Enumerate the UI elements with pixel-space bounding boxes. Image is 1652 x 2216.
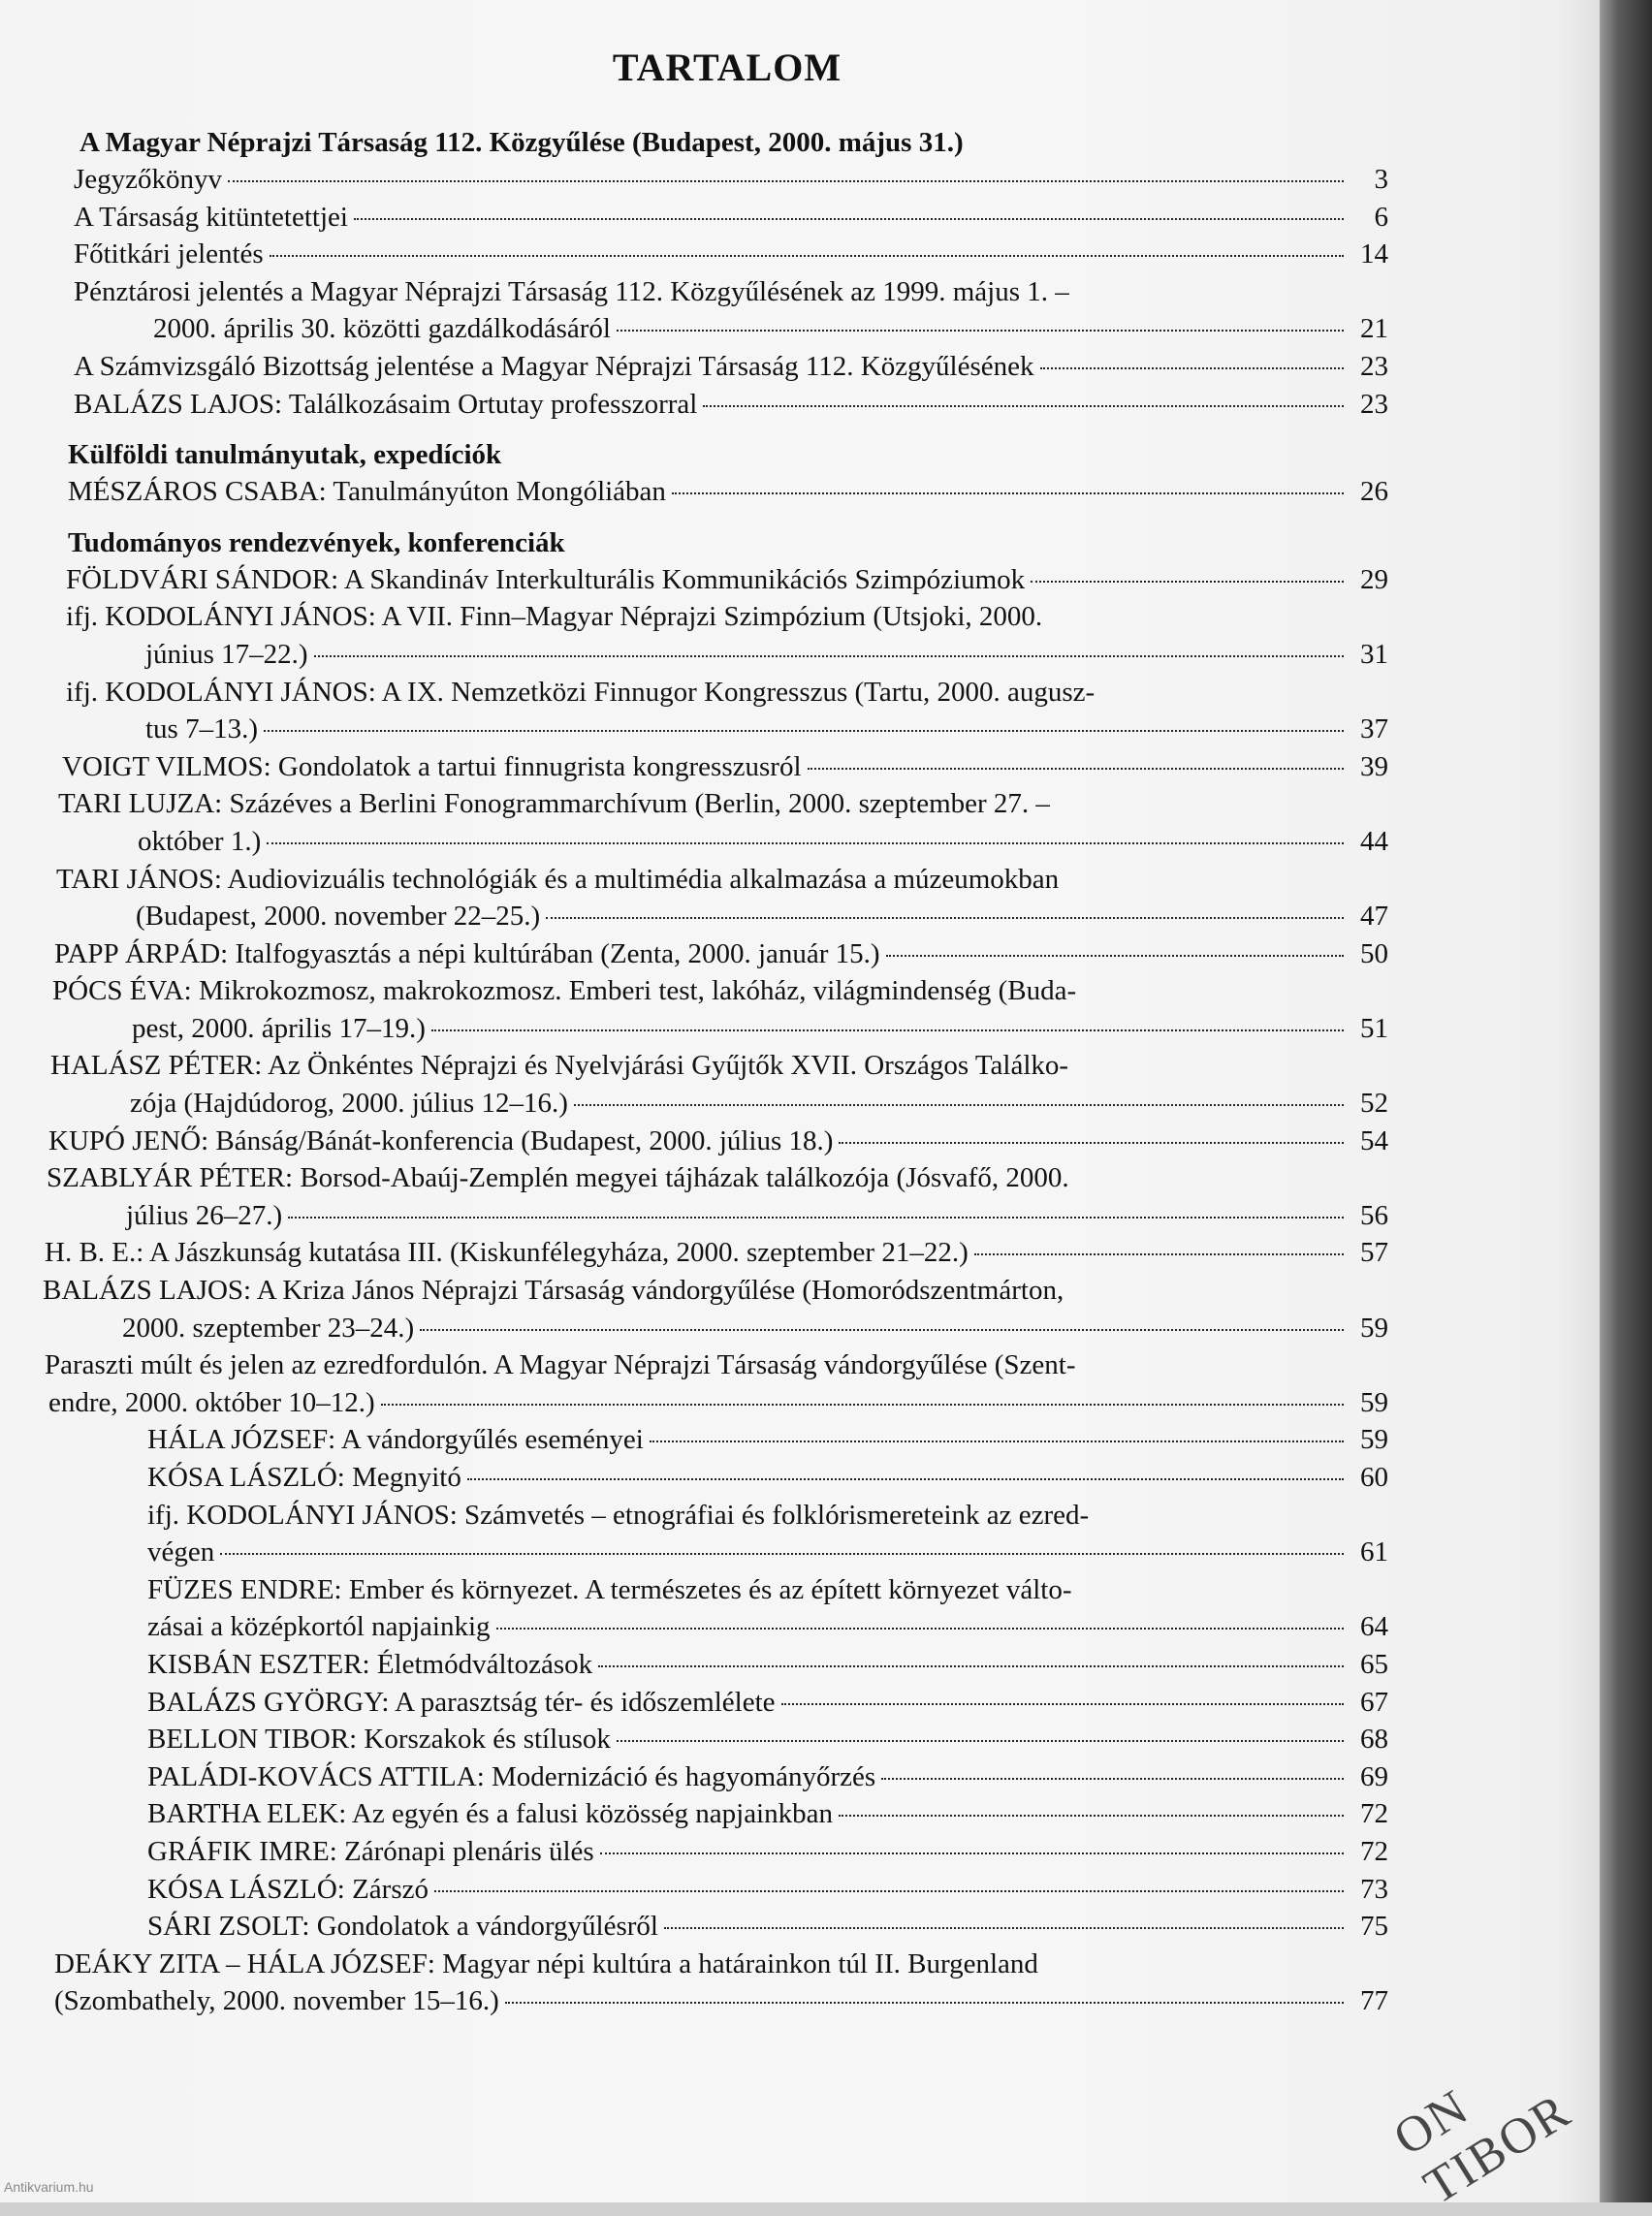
entry-title-line: zója (Hajdúdorog, 2000. július 12–16.) (130, 1088, 568, 1120)
dot-leader (664, 1926, 1344, 1929)
dot-leader (886, 954, 1344, 957)
entry-title-line: PÓCS ÉVA: Mikrokozmosz, makrokozmosz. Emberi test, lakóház, világmindenség (Buda- (52, 975, 1077, 1007)
entry-title-line: október 1.) (138, 825, 262, 857)
page-number: 56 (1360, 1199, 1388, 1231)
entry-title-line: FÖLDVÁRI SÁNDOR: A Skandináv Interkulturális Kommunikációs Szimpóziumok (66, 563, 1026, 595)
page-number: 51 (1360, 1012, 1388, 1044)
dot-leader (228, 179, 1344, 182)
page-number: 29 (1360, 563, 1388, 595)
page-number: 72 (1360, 1798, 1388, 1830)
dot-leader (496, 1627, 1344, 1630)
toc-entry[interactable] (74, 348, 1388, 386)
dot-leader (381, 1403, 1344, 1406)
toc-entry[interactable] (56, 861, 1388, 935)
entry-title-line: Jegyzőkönyv (74, 164, 223, 195)
toc-entry[interactable] (74, 386, 1388, 424)
dot-leader (434, 1889, 1344, 1892)
entry-title-line: KÓSA LÁSZLÓ: Megnyitó (147, 1462, 461, 1493)
watermark: Antikvarium.hu (4, 2179, 94, 2195)
dot-leader (267, 841, 1344, 844)
toc-entry[interactable] (45, 1234, 1388, 1272)
entry-title-line: KÓSA LÁSZLÓ: Zárszó (147, 1873, 429, 1905)
page-number: 31 (1360, 638, 1388, 670)
page-number: 75 (1360, 1911, 1388, 1943)
page-number: 52 (1360, 1088, 1388, 1120)
toc-entry[interactable] (58, 785, 1388, 860)
entry-title-line: PALÁDI-KOVÁCS ATTILA: Modernizáció és hagyományőrzés (147, 1760, 876, 1792)
page-number: 57 (1360, 1237, 1388, 1269)
page-number: 6 (1374, 201, 1388, 233)
entry-title-line: június 17–22.) (145, 638, 308, 670)
dot-leader (1031, 580, 1344, 583)
dot-leader (839, 1141, 1344, 1144)
dot-leader (546, 916, 1344, 919)
page-number: 44 (1360, 825, 1388, 857)
toc-subentry[interactable] (147, 1421, 1388, 1459)
toc-subentry[interactable] (147, 1908, 1388, 1946)
entry-title-line: végen (147, 1536, 215, 1568)
entry-title-line: pest, 2000. április 17–19.) (132, 1012, 426, 1044)
entry-title-line: tus 7–13.) (145, 713, 258, 745)
entry-title-line: DEÁKY ZITA – HÁLA JÓZSEF: Magyar népi kultúra a határainkon túl II. Burgenland (54, 1947, 1038, 1979)
entry-title-line: 2000. április 30. közötti gazdálkodásáról (153, 313, 611, 345)
page-number: 37 (1360, 713, 1388, 745)
entry-title-line: SÁRI ZSOLT: Gondolatok a vándorgyűlésről (147, 1911, 658, 1943)
dot-leader (505, 2001, 1344, 2004)
toc-entry[interactable] (47, 1159, 1388, 1234)
page-number: 59 (1360, 1424, 1388, 1456)
toc-entry[interactable] (66, 674, 1388, 748)
entry-title-line: Pénztárosi jelentés a Magyar Néprajzi Társaság 112. Közgyűlésének az 1999. május 1. – (74, 275, 1069, 307)
dot-leader (808, 767, 1345, 770)
table-of-contents (0, 124, 1454, 2020)
dot-leader (600, 1852, 1344, 1854)
dot-leader (314, 654, 1344, 657)
entry-title-line: július 26–27.) (126, 1199, 283, 1231)
entry-title-line: ifj. KODOLÁNYI JÁNOS: Számvetés – etnográfiai és folklórismereteink az ezred- (147, 1499, 1090, 1531)
dot-leader (974, 1252, 1344, 1255)
entry-title-line: Paraszti múlt és jelen az ezredfordulón. A Magyar Néprajzi Társaság vándorgyűlése (Szent- (45, 1349, 1076, 1381)
toc-entry[interactable] (74, 199, 1388, 237)
entry-title-line: BALÁZS LAJOS: A Kriza János Néprajzi Társaság vándorgyűlése (Homoródszentmárton, (43, 1275, 1064, 1307)
toc-entry[interactable] (50, 1047, 1388, 1122)
section-heading: Külföldi tanulmányutak, expedíciók (68, 439, 502, 471)
page-number: 50 (1360, 937, 1388, 969)
dot-leader (431, 1029, 1344, 1031)
entry-title-line: endre, 2000. október 10–12.) (48, 1386, 375, 1418)
toc-entry[interactable] (68, 473, 1388, 511)
entry-title-line: PAPP ÁRPÁD: Italfogyasztás a népi kultúrában (Zenta, 2000. január 15.) (54, 937, 880, 969)
toc-subentry[interactable] (147, 1684, 1388, 1722)
owner-stamp: ON TIBOR (1383, 2078, 1581, 2216)
entry-title-line: KUPÓ JENŐ: Bánság/Bánát-konferencia (Budapest, 2000. július 18.) (48, 1124, 834, 1156)
dot-leader (672, 491, 1344, 494)
dot-leader (1040, 366, 1344, 369)
page-number: 23 (1360, 350, 1388, 382)
toc-entry[interactable] (62, 748, 1388, 786)
page-number: 67 (1360, 1686, 1388, 1718)
entry-title-line: HÁLA JÓZSEF: A vándorgyűlés eseményei (147, 1424, 644, 1456)
page-number: 59 (1360, 1312, 1388, 1344)
entry-title-line: TARI LUJZA: Százéves a Berlini Fonogrammarchívum (Berlin, 2000. szeptember 27. – (58, 788, 1050, 820)
entry-title-line: BALÁZS GYÖRGY: A parasztság tér- és időszemlélete (147, 1686, 776, 1718)
page-number: 21 (1360, 313, 1388, 345)
toc-subentry[interactable] (147, 1571, 1388, 1646)
page-number: 72 (1360, 1835, 1388, 1867)
page-number: 59 (1360, 1386, 1388, 1418)
dot-leader (264, 729, 1344, 732)
page-title: TARTALOM (612, 46, 842, 89)
dot-leader (354, 217, 1344, 220)
entry-title-line: BELLON TIBOR: Korszakok és stílusok (147, 1724, 611, 1756)
entry-title-line: H. B. E.: A Jászkunság kutatása III. (Kiskunfélegyháza, 2000. szeptember 21–22.) (45, 1237, 969, 1269)
dot-leader (881, 1777, 1344, 1780)
dot-leader (420, 1328, 1344, 1331)
dot-leader (781, 1702, 1344, 1705)
entry-title-line: MÉSZÁROS CSABA: Tanulmányúton Mongóliában (68, 476, 666, 508)
toc-entry[interactable] (54, 935, 1388, 973)
toc-entry[interactable] (66, 598, 1388, 673)
entry-title-line: A Számvizsgáló Bizottság jelentése a Magyar Néprajzi Társaság 112. Közgyűlésének (74, 350, 1034, 382)
toc-entry[interactable] (74, 236, 1388, 273)
toc-entry[interactable] (66, 561, 1388, 599)
toc-entry[interactable] (43, 1272, 1388, 1346)
entry-title-line: FÜZES ENDRE: Ember és környezet. A természetes és az épített környezet válto- (147, 1573, 1072, 1605)
page-number: 60 (1360, 1462, 1388, 1493)
page-number: 14 (1360, 238, 1388, 270)
entry-title-line: Főtitkári jelentés (74, 238, 264, 270)
entry-title-line: (Budapest, 2000. november 22–25.) (136, 901, 541, 933)
entry-title-line: SZABLYÁR PÉTER: Borsod-Abaúj-Zemplén megyei tájházak találkozója (Jósvafő, 2000. (47, 1162, 1069, 1194)
toc-subentry[interactable] (147, 1646, 1388, 1684)
toc-entry[interactable] (52, 972, 1388, 1047)
entry-title-line: BARTHA ELEK: Az egyén és a falusi közösség napjainkban (147, 1798, 833, 1830)
dot-leader (220, 1552, 1344, 1555)
page-number: 77 (1360, 1985, 1388, 2017)
dot-leader (467, 1477, 1344, 1480)
page-number: 26 (1360, 476, 1388, 508)
toc-subentry[interactable] (147, 1833, 1388, 1871)
page-number: 23 (1360, 388, 1388, 420)
entry-title-line: VOIGT VILMOS: Gondolatok a tartui finnugrista kongresszusról (62, 750, 802, 782)
dot-leader (288, 1216, 1344, 1219)
section-heading: A Magyar Néprajzi Társaság 112. Közgyűlése (Budapest, 2000. május 31.) (79, 127, 964, 158)
dot-leader (574, 1103, 1344, 1106)
toc-entry[interactable] (74, 273, 1388, 348)
entry-title-line: 2000. szeptember 23–24.) (122, 1312, 415, 1344)
toc-entry[interactable] (54, 1946, 1388, 2020)
page-number: 3 (1374, 164, 1388, 195)
entry-title-line: A Társaság kitüntetettjei (74, 201, 348, 233)
entry-title-line: zásai a középkortól napjainkig (147, 1611, 491, 1643)
dot-leader (270, 254, 1344, 257)
entry-title-line: HALÁSZ PÉTER: Az Önkéntes Néprajzi és Nyelvjárási Gyűjtők XVII. Országos Találko- (50, 1050, 1069, 1082)
entry-title-line: TARI JÁNOS: Audiovizuális technológiák és a multimédia alkalmazása a múzeumokban (56, 863, 1060, 895)
entry-title-line: KISBÁN ESZTER: Életmódváltozások (147, 1648, 593, 1680)
toc-entry[interactable] (74, 161, 1388, 199)
dot-leader (598, 1664, 1344, 1667)
toc-subentry[interactable] (147, 1497, 1388, 1571)
toc-subentry[interactable] (147, 1758, 1388, 1796)
entry-title-line: GRÁFIK IMRE: Zárónapi plenáris ülés (147, 1835, 594, 1867)
page-number: 68 (1360, 1724, 1388, 1756)
toc-subentry[interactable] (147, 1795, 1388, 1833)
page-number: 73 (1360, 1873, 1388, 1905)
entry-title-line: ifj. KODOLÁNYI JÁNOS: A VII. Finn–Magyar Néprajzi Szimpózium (Utsjoki, 2000. (66, 601, 1043, 633)
dot-leader (703, 404, 1344, 407)
page-number: 47 (1360, 901, 1388, 933)
page-number: 64 (1360, 1611, 1388, 1643)
dot-leader (617, 1739, 1344, 1742)
section-heading: Tudományos rendezvények, konferenciák (68, 526, 565, 558)
toc-subentry[interactable] (147, 1721, 1388, 1758)
entry-title-line: ifj. KODOLÁNYI JÁNOS: A IX. Nemzetközi Finnugor Kongresszus (Tartu, 2000. augusz- (66, 676, 1096, 708)
page-number: 61 (1360, 1536, 1388, 1568)
page-number: 69 (1360, 1760, 1388, 1792)
toc-entry[interactable] (45, 1346, 1388, 1421)
toc-entry[interactable] (48, 1123, 1388, 1160)
toc-subentry[interactable] (147, 1459, 1388, 1497)
entry-title-line: (Szombathely, 2000. november 15–16.) (54, 1985, 499, 2017)
dot-leader (650, 1440, 1344, 1442)
page-number: 39 (1360, 750, 1388, 782)
entry-title-line: BALÁZS LAJOS: Találkozásaim Ortutay professzorral (74, 388, 698, 420)
toc-subentry[interactable] (147, 1871, 1388, 1909)
page-number: 54 (1360, 1124, 1388, 1156)
dot-leader (617, 329, 1344, 332)
book-spine-shadow (1600, 0, 1652, 2202)
dot-leader (839, 1814, 1344, 1817)
page-number: 65 (1360, 1648, 1388, 1680)
